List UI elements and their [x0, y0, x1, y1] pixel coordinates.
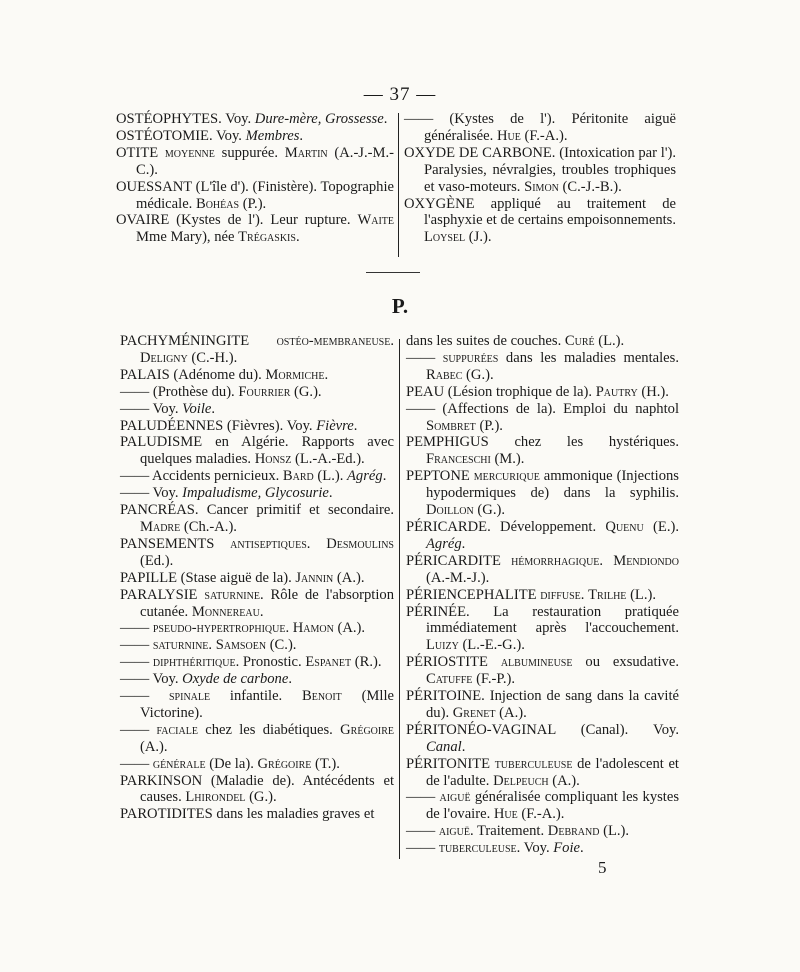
index-column-top-left [116, 111, 394, 246]
entry-text: ou exsudative. [572, 654, 679, 671]
index-entry [406, 384, 679, 401]
entry-text: . [382, 468, 387, 485]
entry-text: PALUDISME en Algérie. Rapports avec quelques maladies. [120, 434, 394, 468]
entry-smallcaps-text: Fourrier [238, 383, 291, 400]
entry-text: (C.). [266, 637, 297, 654]
entry-smallcaps-text: Grégoire [340, 721, 394, 738]
entry-smallcaps-text: Hue [496, 127, 521, 144]
index-entry [406, 840, 679, 857]
index-entry [406, 468, 679, 519]
entry-smallcaps-text: moyenne [164, 144, 215, 161]
index-entry [406, 350, 679, 384]
entry-smallcaps-text: Catuffe [426, 671, 473, 688]
entry-italic-text: Dure-mère, Grossesse [254, 111, 384, 127]
index-entry [404, 111, 676, 145]
entry-text: —— [406, 840, 439, 857]
entry-text: dans les maladies mentales. [498, 349, 679, 366]
entry-smallcaps-text: antiseptiques [230, 535, 307, 552]
entry-text: . [285, 620, 293, 637]
entry-text: . [461, 535, 466, 552]
index-entry [120, 806, 394, 823]
index-entry [116, 111, 394, 128]
entry-text: PÉRICARDITE [406, 552, 512, 569]
index-entry [120, 384, 394, 401]
entry-text: PÉRINÉE. La restauration pratiquée immédiatement après l'accouchement. [406, 603, 679, 637]
entry-smallcaps-text: Madre [140, 518, 181, 535]
entry-text: PACHYMÉNINGITE [120, 333, 277, 349]
entry-text: —— [120, 721, 157, 738]
entry-smallcaps-text: faciale [156, 721, 198, 738]
entry-smallcaps-text: diffuse [540, 586, 581, 603]
entry-text: PÉRITONITE [406, 755, 495, 772]
entry-smallcaps-text: diphthéritique [152, 654, 236, 671]
entry-text: PÉRIENCEPHALITE [406, 586, 541, 603]
entry-text: ammonique (Injections hypodermiques de) dans la syphilis. [426, 468, 679, 502]
entry-text: . [306, 535, 327, 552]
entry-smallcaps-text: Loysel [424, 229, 466, 246]
entry-smallcaps-text: aiguë [439, 789, 471, 806]
entry-text: (C.-J.-B.). [558, 178, 622, 195]
entry-italic-text: Agrég [347, 468, 383, 485]
entry-text: —— [406, 823, 439, 840]
entry-smallcaps-text: Waite [357, 212, 394, 229]
entry-italic-text: Foie [553, 840, 581, 857]
entry-text: . [259, 603, 264, 620]
entry-text: PAROTIDITES dans les maladies graves et [120, 806, 375, 823]
entry-text: (A.). [140, 738, 168, 755]
index-entry [406, 434, 679, 468]
entry-text: . Voy. [516, 840, 554, 857]
entry-text: (G.). [473, 502, 505, 519]
page-number: — 37 — [363, 84, 437, 105]
signature-mark: 5 [598, 858, 607, 877]
section-letter-heading: P. [391, 294, 409, 318]
entry-text: (A.-J.-M.-C.). [136, 144, 394, 178]
entry-text: (P.). [239, 195, 267, 212]
index-entry [120, 434, 394, 468]
entry-text: PEMPHIGUS chez les hystériques. [406, 434, 679, 451]
entry-smallcaps-text: ostéo-membraneuse [276, 333, 391, 349]
index-entry [120, 418, 394, 435]
entry-smallcaps-text: tuberculeuse [438, 840, 517, 857]
entry-text: OSTÉOPHYTES. Voy. [116, 111, 255, 127]
index-entry [120, 401, 394, 418]
entry-text: —— (Affections de la). Emploi du naphtol [406, 400, 679, 417]
entry-text: . Traitement. [469, 823, 548, 840]
entry-smallcaps-text: Hue [493, 806, 518, 823]
entry-smallcaps-text: Franceschi [426, 451, 491, 468]
entry-text: —— Voy. [120, 400, 183, 417]
entry-text: —— Accidents pernicieux. [120, 468, 283, 485]
entry-smallcaps-text: saturnine [204, 586, 260, 603]
index-entry [120, 637, 394, 654]
entry-italic-text: Impaludisme, Glycosurie [182, 485, 329, 502]
entry-text: —— Voy. [120, 485, 183, 502]
entry-smallcaps-text: Bohéas [195, 195, 240, 212]
entry-text: —— (Kystes de l'). Péritonite aiguë généralisée. [404, 111, 676, 144]
entry-smallcaps-text: Pautry [595, 383, 638, 400]
entry-text: PALAIS (Adénome du). [120, 366, 266, 383]
entry-smallcaps-text: Trilhe [588, 586, 627, 603]
entry-text: . [390, 333, 394, 349]
entry-text: PANCRÉAS. Cancer primitif et secondaire. [120, 502, 394, 519]
entry-text: OTITE [116, 144, 165, 161]
index-entry [120, 536, 394, 570]
entry-text: (L.). [626, 586, 657, 603]
entry-smallcaps-text: générale [152, 755, 206, 772]
index-entry [120, 485, 394, 502]
entry-text: —— (Prothèse du). [120, 383, 239, 400]
entry-italic-text: Voile [182, 400, 212, 417]
entry-smallcaps-text: Luizy [426, 637, 459, 654]
entry-text: . [328, 485, 333, 502]
entry-smallcaps-text: Mendiondo [613, 552, 679, 569]
entry-text: . [461, 738, 466, 755]
entry-smallcaps-text: Delpeuch [493, 772, 549, 789]
entry-text: PALUDÉENNES (Fièvres). Voy. [120, 417, 317, 434]
index-entry [406, 333, 679, 350]
entry-text: (E.). [643, 518, 679, 535]
entry-text: —— [406, 349, 443, 366]
index-entry [120, 502, 394, 536]
entry-text: PEAU (Lésion trophique de la). [406, 383, 596, 400]
index-entry [406, 604, 679, 655]
entry-text: —— [120, 637, 153, 654]
index-column-top-right [404, 111, 676, 246]
entry-text: suppurée. [214, 144, 285, 161]
entry-text: OXYDE DE CARBONE. (Intoxication par l'). Paralysies, névralgies, troubles trophiques et vaso-moteurs. [404, 144, 676, 195]
entry-smallcaps-text: mercurique [473, 468, 540, 485]
entry-text: OSTÉOTOMIE. Voy. [116, 127, 246, 144]
entry-text: (G.). [462, 366, 494, 383]
entry-text: OXYGÈNE appliqué au traitement de l'asphyxie et de certains empoisonnements. [404, 195, 676, 229]
entry-text: . [599, 552, 614, 569]
index-entry [120, 367, 394, 384]
entry-text: . [299, 127, 304, 144]
entry-smallcaps-text: Honsz [254, 451, 292, 468]
entry-smallcaps-text: Sombret [426, 417, 476, 434]
entry-text: PÉRITONÉO-VAGINAL (Canal). Voy. [406, 721, 679, 738]
entry-text: (De la). [205, 755, 258, 772]
column-divider-bottom [399, 339, 400, 859]
entry-smallcaps-text: hémorrhagique [511, 552, 600, 569]
entry-text: (H.). [637, 383, 669, 400]
index-entry [120, 587, 394, 621]
entry-text: . [208, 637, 216, 654]
entry-smallcaps-text: Desmoulins [326, 535, 394, 552]
entry-smallcaps-text: Bard [282, 468, 314, 485]
entry-smallcaps-text: Jannin [295, 569, 334, 586]
entry-smallcaps-text: aiguë [438, 823, 470, 840]
entry-text: —— [406, 789, 440, 806]
entry-smallcaps-text: albumineuse [500, 654, 573, 671]
entry-smallcaps-text: Doillon [426, 502, 474, 519]
entry-text: (A.-M.-J.). [426, 569, 490, 586]
entry-text: généralisée compliquant les kystes de l'ovaire. [426, 789, 680, 823]
index-entry [116, 179, 394, 213]
index-column-bottom-right [406, 333, 679, 857]
entry-text: PÉRIOSTITE [406, 654, 501, 671]
index-entry [406, 756, 679, 790]
entry-smallcaps-text: Debrand [547, 823, 600, 840]
column-divider-top [398, 113, 399, 257]
entry-text: (Ed.). [140, 552, 174, 569]
entry-text: (L.-E.-G.). [458, 637, 525, 654]
entry-text: —— Voy. [120, 671, 183, 688]
entry-text: . [288, 671, 292, 688]
entry-text: (L.). [313, 468, 348, 485]
entry-text: OVAIRE (Kystes de l'). Leur rupture. [116, 212, 358, 229]
entry-text: (F.-A.). [517, 806, 565, 823]
index-entry [406, 823, 679, 840]
index-entry [406, 722, 679, 756]
entry-text: PEPTONE [406, 468, 474, 485]
entry-text: . [295, 229, 300, 246]
entry-text: (Mlle Victorine). [140, 688, 394, 721]
entry-text: (L.). [599, 823, 630, 840]
entry-text: (T.). [311, 755, 340, 772]
entry-text: —— [120, 755, 153, 772]
index-entry [120, 773, 394, 807]
entry-text: (F.-A.). [520, 127, 568, 144]
index-entry [116, 128, 394, 145]
entry-smallcaps-text: Trégaskis [238, 229, 296, 246]
entry-text: (Ch.-A.). [180, 518, 237, 535]
entry-text: infantile. [210, 688, 303, 705]
index-entry [120, 620, 394, 637]
entry-text: (A.). [548, 772, 580, 789]
entry-italic-text: Fièvre [316, 417, 354, 434]
entry-text: —— [120, 620, 153, 637]
entry-smallcaps-text: tuberculeuse [494, 755, 573, 772]
entry-italic-text: Oxyde de carbone [182, 671, 289, 688]
index-entry [404, 145, 676, 196]
index-entry [404, 196, 676, 247]
entry-text: —— [120, 654, 153, 671]
entry-text: . [580, 586, 589, 603]
entry-text: Mme Mary), née [136, 229, 239, 246]
entry-smallcaps-text: Simon [524, 178, 559, 195]
entry-text: (F.-P.). [472, 671, 516, 688]
entry-smallcaps-text: Mormiche [265, 366, 325, 383]
index-entry [406, 401, 679, 435]
entry-smallcaps-text: spinale [169, 688, 211, 705]
index-entry [406, 654, 679, 688]
index-entry [120, 756, 394, 773]
index-entry [406, 587, 679, 604]
entry-text: PAPILLE (Stase aiguë de la). [120, 569, 296, 586]
entry-text: (A.). [333, 569, 365, 586]
entry-text: . [353, 417, 358, 434]
entry-text: (P.). [475, 417, 503, 434]
entry-text: (J.). [465, 229, 492, 246]
index-entry [406, 688, 679, 722]
index-entry [120, 333, 394, 367]
section-separator-rule [366, 272, 420, 273]
entry-text: PÉRITOINE. Injection de sang dans la cavité du). [406, 688, 679, 721]
index-entry [406, 519, 679, 553]
entry-text: (L.). [594, 333, 625, 349]
entry-text: PÉRICARDE. Développement. [406, 518, 606, 535]
entry-smallcaps-text: Lhirondel [185, 789, 246, 806]
entry-text: dans les suites de couches. [406, 333, 565, 349]
index-entry [120, 688, 394, 722]
entry-text: PANSEMENTS [120, 535, 231, 552]
entry-text: (G.). [245, 789, 277, 806]
entry-text: . [324, 366, 329, 383]
entry-text: (G.). [290, 383, 322, 400]
entry-smallcaps-text: Benoit [302, 688, 342, 705]
index-entry [120, 468, 394, 485]
entry-text: . [383, 111, 388, 127]
entry-text: de l'adolescent et de l'adulte. [426, 755, 679, 789]
entry-text: . Pronostic. [235, 654, 306, 671]
entry-text: (A.). [495, 704, 527, 721]
index-column-bottom-left [120, 333, 394, 823]
index-entry [120, 671, 394, 688]
entry-smallcaps-text: Martin [284, 144, 328, 161]
entry-smallcaps-text: suppurées [442, 349, 499, 366]
entry-smallcaps-text: Curé [564, 333, 595, 349]
entry-text: chez les diabétiques. [197, 721, 341, 738]
entry-text: PARKINSON (Maladie de). Antécédents et causes. [120, 772, 394, 806]
entry-italic-text: Canal [426, 738, 462, 755]
entry-text: —— [120, 688, 169, 705]
index-entry [120, 570, 394, 587]
entry-text: . Rôle de l'absorption cutanée. [140, 586, 394, 620]
entry-smallcaps-text: Espanet [305, 654, 352, 671]
entry-text: (M.). [490, 451, 525, 468]
entry-text: (A.). [333, 620, 366, 637]
entry-smallcaps-text: Hamon [292, 620, 334, 637]
entry-text: (L.-A.-Ed.). [291, 451, 365, 468]
index-entry [406, 789, 679, 823]
index-entry [116, 212, 394, 246]
entry-text: PARALYSIE [120, 586, 205, 603]
entry-smallcaps-text: pseudo-hypertrophique [152, 620, 286, 637]
entry-text: . [211, 400, 216, 417]
entry-smallcaps-text: Deligny [140, 349, 188, 366]
entry-text: . [580, 840, 584, 857]
entry-smallcaps-text: Quenu [605, 518, 644, 535]
entry-italic-text: Agrég [426, 535, 462, 552]
entry-smallcaps-text: Monnereau [191, 603, 260, 620]
entry-smallcaps-text: Samsoen [215, 637, 267, 654]
index-entry [116, 145, 394, 179]
entry-smallcaps-text: Grenet [452, 704, 496, 721]
index-entry [120, 654, 394, 671]
entry-text: (C.-H.). [187, 349, 238, 366]
index-entry [120, 722, 394, 756]
entry-text: OUESSANT (L'île d'). (Finistère). Topographie médicale. [116, 178, 394, 212]
index-entry [406, 553, 679, 587]
entry-italic-text: Membres [245, 127, 300, 144]
entry-smallcaps-text: Rabec [426, 366, 463, 383]
entry-smallcaps-text: Grégoire [257, 755, 312, 772]
entry-text: (R.). [351, 654, 382, 671]
entry-smallcaps-text: saturnine [152, 637, 209, 654]
